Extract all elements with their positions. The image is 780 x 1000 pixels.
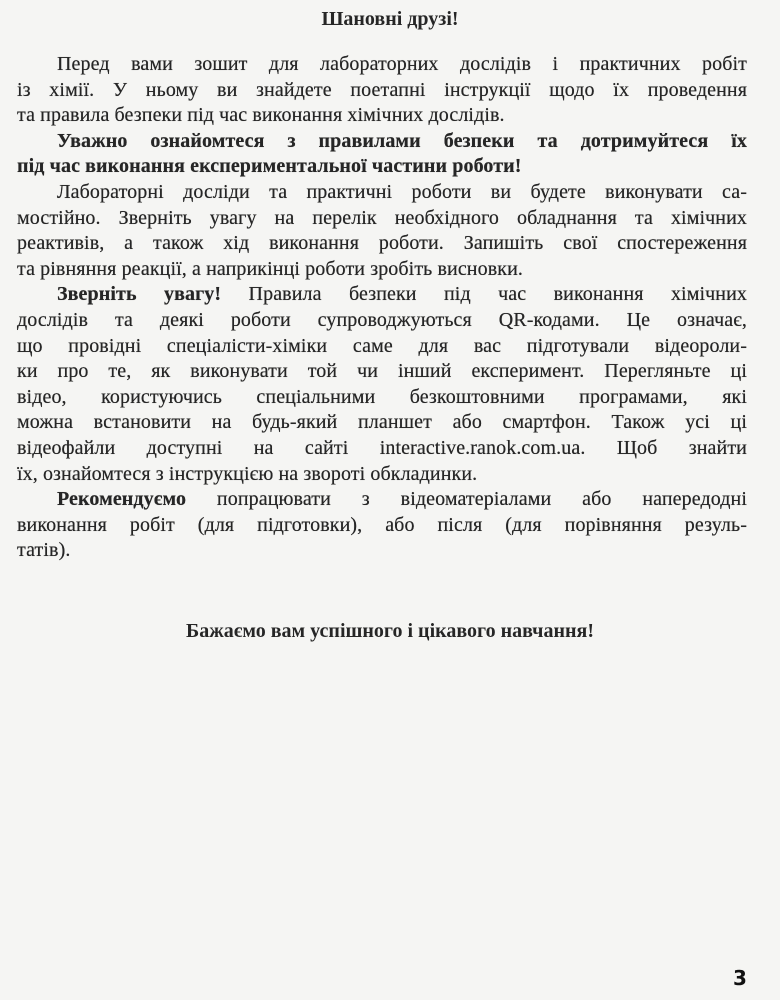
paragraph-line xyxy=(17,180,747,206)
paragraph-line xyxy=(17,436,747,462)
body-text: та правила безпеки під час виконання хімічних дослідів. xyxy=(17,104,505,127)
body-text: Лабораторні досліди та практичні роботи ви будете виконувати са- xyxy=(57,180,747,203)
body-text: попрацювати з відеоматеріалами або напередодні xyxy=(186,488,747,511)
paragraph-line xyxy=(17,538,747,564)
closing-wish: Бажаємо вам успішного і цікавого навчання! xyxy=(186,620,594,642)
bold-text: Зверніть увагу! xyxy=(57,283,222,306)
paragraph-line xyxy=(17,410,747,436)
paragraph-line xyxy=(17,385,747,411)
paragraph-line xyxy=(17,462,747,488)
body-text: Перед вами зошит для лабораторних дослідів і практичних робіт xyxy=(57,53,747,75)
body-text: їх, ознайомтеся з інструкцією на звороті обкладинки. xyxy=(17,462,478,485)
body-text: ки про те, як виконувати той чи інший експеримент. Перегляньте ці xyxy=(17,360,747,383)
body-text: із хімії. У ньому ви знайдете поетапні інструкції щодо їх проведення xyxy=(17,78,747,101)
paragraph-line xyxy=(17,154,747,180)
paragraph-line xyxy=(17,231,747,257)
body-text: реактивів, а також хід виконання роботи. Запишіть свої спостереження xyxy=(17,232,747,255)
paragraph-line xyxy=(17,257,747,283)
paragraph-line xyxy=(17,334,747,360)
paragraph-line xyxy=(17,103,747,129)
paragraph-line xyxy=(17,206,747,232)
body-text: дослідів та деякі роботи супроводжуються QR-кодами. Це означає, xyxy=(17,308,747,331)
body-text: Правила безпеки під час виконання хімічних xyxy=(221,283,747,306)
body-text: виконання робіт (для підготовки), або після (для порівняння резуль- xyxy=(17,513,747,536)
body-text: татів). xyxy=(17,539,71,562)
bold-text: Уважно ознайомтеся з правилами безпеки та дотримуйтеся їх xyxy=(57,129,747,152)
bold-text: під час виконання експериментальної частини роботи! xyxy=(17,155,522,178)
body-text: що провідні спеціалісти-хіміки саме для вас підготували відеороли- xyxy=(17,334,747,357)
paragraph-line xyxy=(17,359,747,385)
body-text: відеофайли доступні на сайті interactive.ranok.com.ua. Щоб знайти xyxy=(17,436,747,459)
body-text: мостійно. Зверніть увагу на перелік необхідного обладнання та хімічних xyxy=(17,206,747,229)
paragraph-line xyxy=(17,129,747,155)
paragraph-line xyxy=(17,52,747,78)
paragraph-line xyxy=(17,78,747,104)
page-number: 3 xyxy=(733,966,747,990)
paragraph-line xyxy=(17,308,747,334)
paragraph-line xyxy=(17,513,747,539)
paragraph-line xyxy=(17,487,747,513)
body-text: відео, користуючись спеціальними безкоштовними програмами, які xyxy=(17,385,747,408)
body-text: та рівняння реакції, а наприкінці роботи зробіть висновки. xyxy=(17,257,523,280)
paragraph-line xyxy=(17,282,747,308)
body-text: можна встановити на будь-який планшет або смартфон. Також усі ці xyxy=(17,411,747,434)
bold-text: Рекомендуємо xyxy=(57,488,187,511)
page-title: Шановні друзі! xyxy=(321,8,459,30)
intro-text xyxy=(17,52,747,564)
